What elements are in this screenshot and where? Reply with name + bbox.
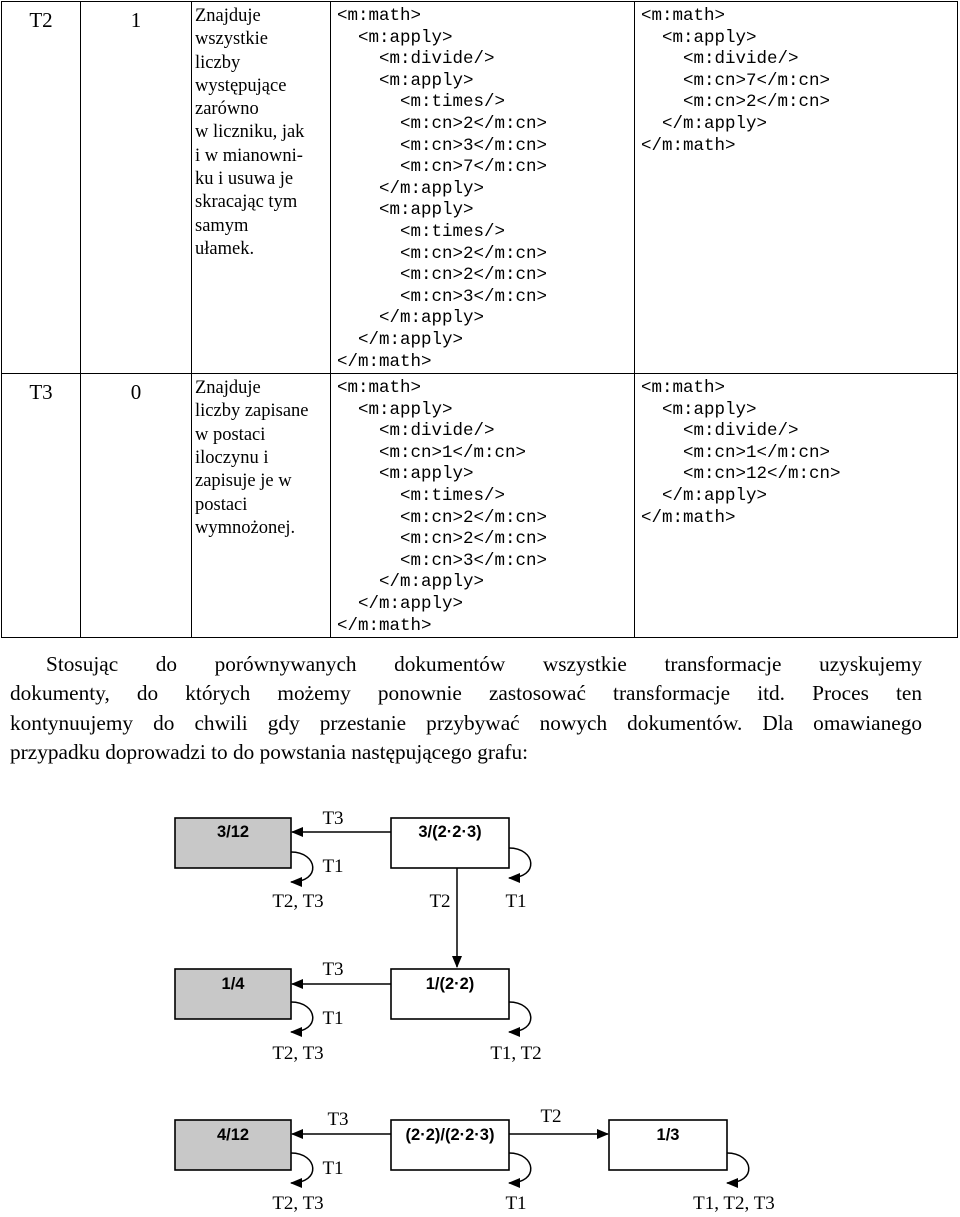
edge-label: T3 [322, 959, 344, 980]
self-loop-edge [509, 1153, 531, 1183]
edge-label: T2 [429, 891, 451, 912]
node-label: 3/(2·2·3) [418, 823, 482, 841]
node-label: 3/12 [216, 823, 250, 841]
code-line: </m:apply> [641, 113, 768, 134]
description-line: ułamek. [195, 238, 255, 259]
description-line: wszystkie [195, 29, 268, 50]
self-loop-edge [291, 852, 313, 882]
code-line: <m:cn>12</m:cn> [641, 464, 841, 485]
code-line: </m:math> [641, 507, 736, 528]
code-line: <m:cn>1</m:cn> [641, 442, 831, 463]
edge-label: T2, T3 [272, 1193, 324, 1214]
self-loop-edge [291, 1002, 313, 1032]
description-line: zapisuje je w [195, 471, 292, 492]
edge-label: T1 [505, 891, 527, 912]
transform-count: 0 [81, 374, 192, 638]
self-loop-edge [509, 848, 531, 878]
code-line: <m:apply> [641, 27, 757, 48]
description-line: postaci [195, 494, 248, 515]
node-label: (2·2)/(2·2·3) [405, 1126, 495, 1144]
code-line: </m:math> [337, 351, 432, 372]
description-line: liczby [195, 52, 241, 73]
code-line: <m:cn>2</m:cn> [641, 92, 831, 113]
code-line: <m:cn>3</m:cn> [337, 286, 548, 307]
edge-label: T2, T3 [272, 891, 324, 912]
edge-label: T3 [322, 808, 344, 829]
description-line: skracając tym [195, 192, 298, 213]
code-line: <m:cn>2</m:cn> [337, 265, 548, 286]
code-line: <m:math> [641, 6, 726, 26]
code-line: </m:math> [641, 135, 736, 156]
code-line: <m:apply> [641, 399, 757, 420]
edge-label: T1, T2 [490, 1043, 542, 1064]
code-line: <m:divide/> [337, 421, 495, 442]
node-label: 1/3 [656, 1126, 680, 1144]
code-line: <m:apply> [337, 399, 453, 420]
description-line: w liczniku, jak [195, 122, 305, 143]
code-line: </m:math> [337, 615, 432, 636]
edge-label: T3 [327, 1109, 349, 1130]
code-line: <m:cn>2</m:cn> [337, 243, 548, 264]
code-line: <m:divide/> [337, 49, 495, 70]
description-line: wymnożonej. [195, 517, 296, 538]
edge-label: T1, T2, T3 [693, 1193, 775, 1214]
self-loop-edge [727, 1153, 749, 1183]
edge-label: T1 [322, 1008, 344, 1029]
code-line: <m:times/> [337, 221, 506, 242]
description-line: ku i usuwa je [195, 169, 294, 190]
description-line: i w mianowni- [195, 145, 303, 166]
self-loop-edge [509, 1002, 531, 1032]
code-line: <m:cn>2</m:cn> [337, 507, 548, 528]
code-line: <m:divide/> [641, 421, 799, 442]
self-loop-edge [291, 1153, 313, 1183]
code-line: <m:cn>2</m:cn> [337, 113, 548, 134]
description-line: Znajduje [195, 378, 261, 399]
code-line: <m:math> [337, 378, 422, 399]
code-line: <m:cn>2</m:cn> [337, 529, 548, 550]
code-line: </m:apply> [337, 594, 464, 615]
code-line: <m:apply> [337, 200, 474, 221]
code-line: <m:apply> [337, 70, 474, 91]
node-label: 1/4 [221, 975, 245, 993]
code-line: </m:apply> [641, 486, 768, 507]
paragraph-line: przypadku doprowadzi to do powstania następującego grafu: [10, 739, 529, 764]
code-line: <m:apply> [337, 27, 453, 48]
description-line: zarówno [195, 99, 259, 120]
paragraph-line: kontynuujemy do chwili gdy przestanie przybywać nowych dokumentów. Dla omawianego [10, 710, 922, 735]
code-line: </m:apply> [337, 572, 485, 593]
code-line: </m:apply> [337, 329, 464, 350]
code-line: <m:times/> [337, 486, 506, 507]
description-line: samym [195, 215, 249, 236]
description-line: Znajduje [195, 6, 261, 26]
edge-label: T2 [540, 1106, 562, 1127]
node-label: 4/12 [216, 1126, 250, 1144]
transform-id: T2 [2, 2, 81, 374]
description-line: występujące [195, 75, 287, 96]
edge-label: T1 [505, 1193, 527, 1214]
code-line: <m:cn>7</m:cn> [337, 157, 548, 178]
node-label: 1/(2·2) [425, 975, 475, 993]
edge-label: T1 [322, 856, 344, 877]
description-line: liczby zapisane [195, 401, 309, 422]
code-line: <m:math> [337, 6, 422, 26]
paragraph-line: dokumenty, do których możemy ponownie zastosować transformacje itd. Proces ten [10, 681, 922, 706]
description-line: w postaci [195, 424, 266, 445]
code-line: <m:apply> [337, 464, 474, 485]
code-line: <m:divide/> [641, 49, 799, 70]
code-line: </m:apply> [337, 308, 485, 329]
description-line: iloczynu i [195, 447, 269, 468]
transform-count: 1 [81, 2, 192, 374]
code-line: <m:cn>1</m:cn> [337, 442, 527, 463]
transform-id: T3 [2, 374, 81, 638]
code-line: <m:cn>7</m:cn> [641, 70, 831, 91]
code-line: <m:times/> [337, 92, 506, 113]
edge-label: T1 [322, 1158, 344, 1179]
code-line: </m:apply> [337, 178, 485, 199]
code-line: <m:math> [641, 378, 726, 399]
edge-label: T2, T3 [272, 1043, 324, 1064]
paragraph-line: Stosując do porównywanych dokumentów wszystkie transformacje uzyskujemy [46, 652, 922, 676]
code-line: <m:cn>3</m:cn> [337, 550, 548, 571]
code-line: <m:cn>3</m:cn> [337, 135, 548, 156]
